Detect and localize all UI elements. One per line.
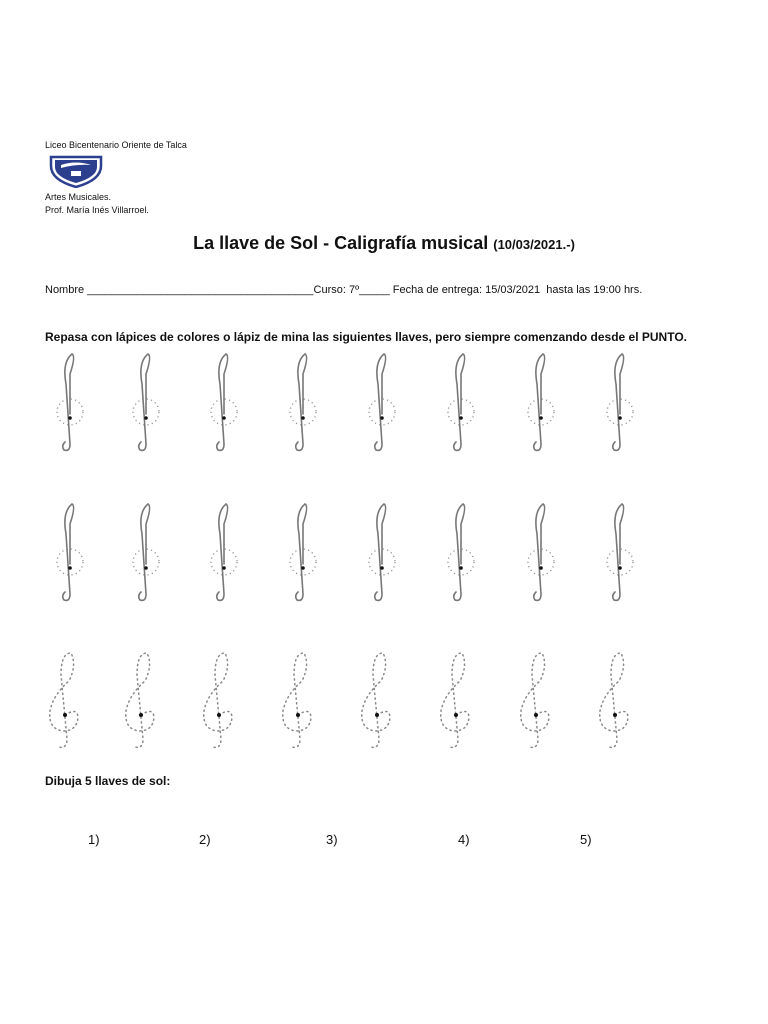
drawing-number-2: 2) (199, 832, 211, 847)
treble-clef-icon (448, 504, 474, 600)
treble-clef-icon (607, 354, 633, 450)
treble-clef-icon (290, 504, 316, 600)
treble-clef-icon (600, 653, 628, 747)
drawing-number-3: 3) (326, 832, 338, 847)
treble-clef-icon (441, 653, 469, 747)
treble-clef-icon (57, 354, 83, 450)
drawing-task-label: Dibuja 5 llaves de sol: (45, 774, 171, 788)
instruction-text: Repasa con lápices de colores o lápiz de mina las siguientes llaves, pero siempre comenzando desde el PUNTO. (45, 330, 688, 344)
treble-clef-icon (369, 504, 395, 600)
treble-clef-icon (521, 653, 549, 747)
treble-clef-icon (126, 653, 154, 747)
treble-clef-icon (204, 653, 232, 747)
treble-clef-icon (211, 354, 237, 450)
treble-clef-icon (50, 653, 78, 747)
title-main: La llave de Sol - Caligrafía musical (193, 233, 489, 253)
drawing-number-4: 4) (458, 832, 470, 847)
treble-clef-icon (369, 354, 395, 450)
treble-clef-icon (290, 354, 316, 450)
treble-clef-icon (283, 653, 311, 747)
treble-clef-icon (362, 653, 390, 747)
treble-clef-icon (448, 354, 474, 450)
treble-clef-icon (133, 354, 159, 450)
treble-clef-icon (57, 504, 83, 600)
teacher-label: Prof. María Inés Villarroel. (45, 205, 149, 215)
drawing-number-1: 1) (88, 832, 100, 847)
title-date: (10/03/2021.-) (493, 237, 575, 252)
drawing-number-5: 5) (580, 832, 592, 847)
school-name: Liceo Bicentenario Oriente de Talca (45, 140, 187, 150)
treble-clef-icon (528, 354, 554, 450)
treble-clef-icon (211, 504, 237, 600)
student-info-line: Nombre _____________________________________Curso: 7º_____ Fecha de entrega: 15/03/2021 hasta las 19:00 hrs. (45, 284, 643, 296)
subject-label: Artes Musicales. (45, 192, 112, 202)
treble-clef-icon (133, 504, 159, 600)
treble-clef-icon (528, 504, 554, 600)
treble-clef-icon (607, 504, 633, 600)
